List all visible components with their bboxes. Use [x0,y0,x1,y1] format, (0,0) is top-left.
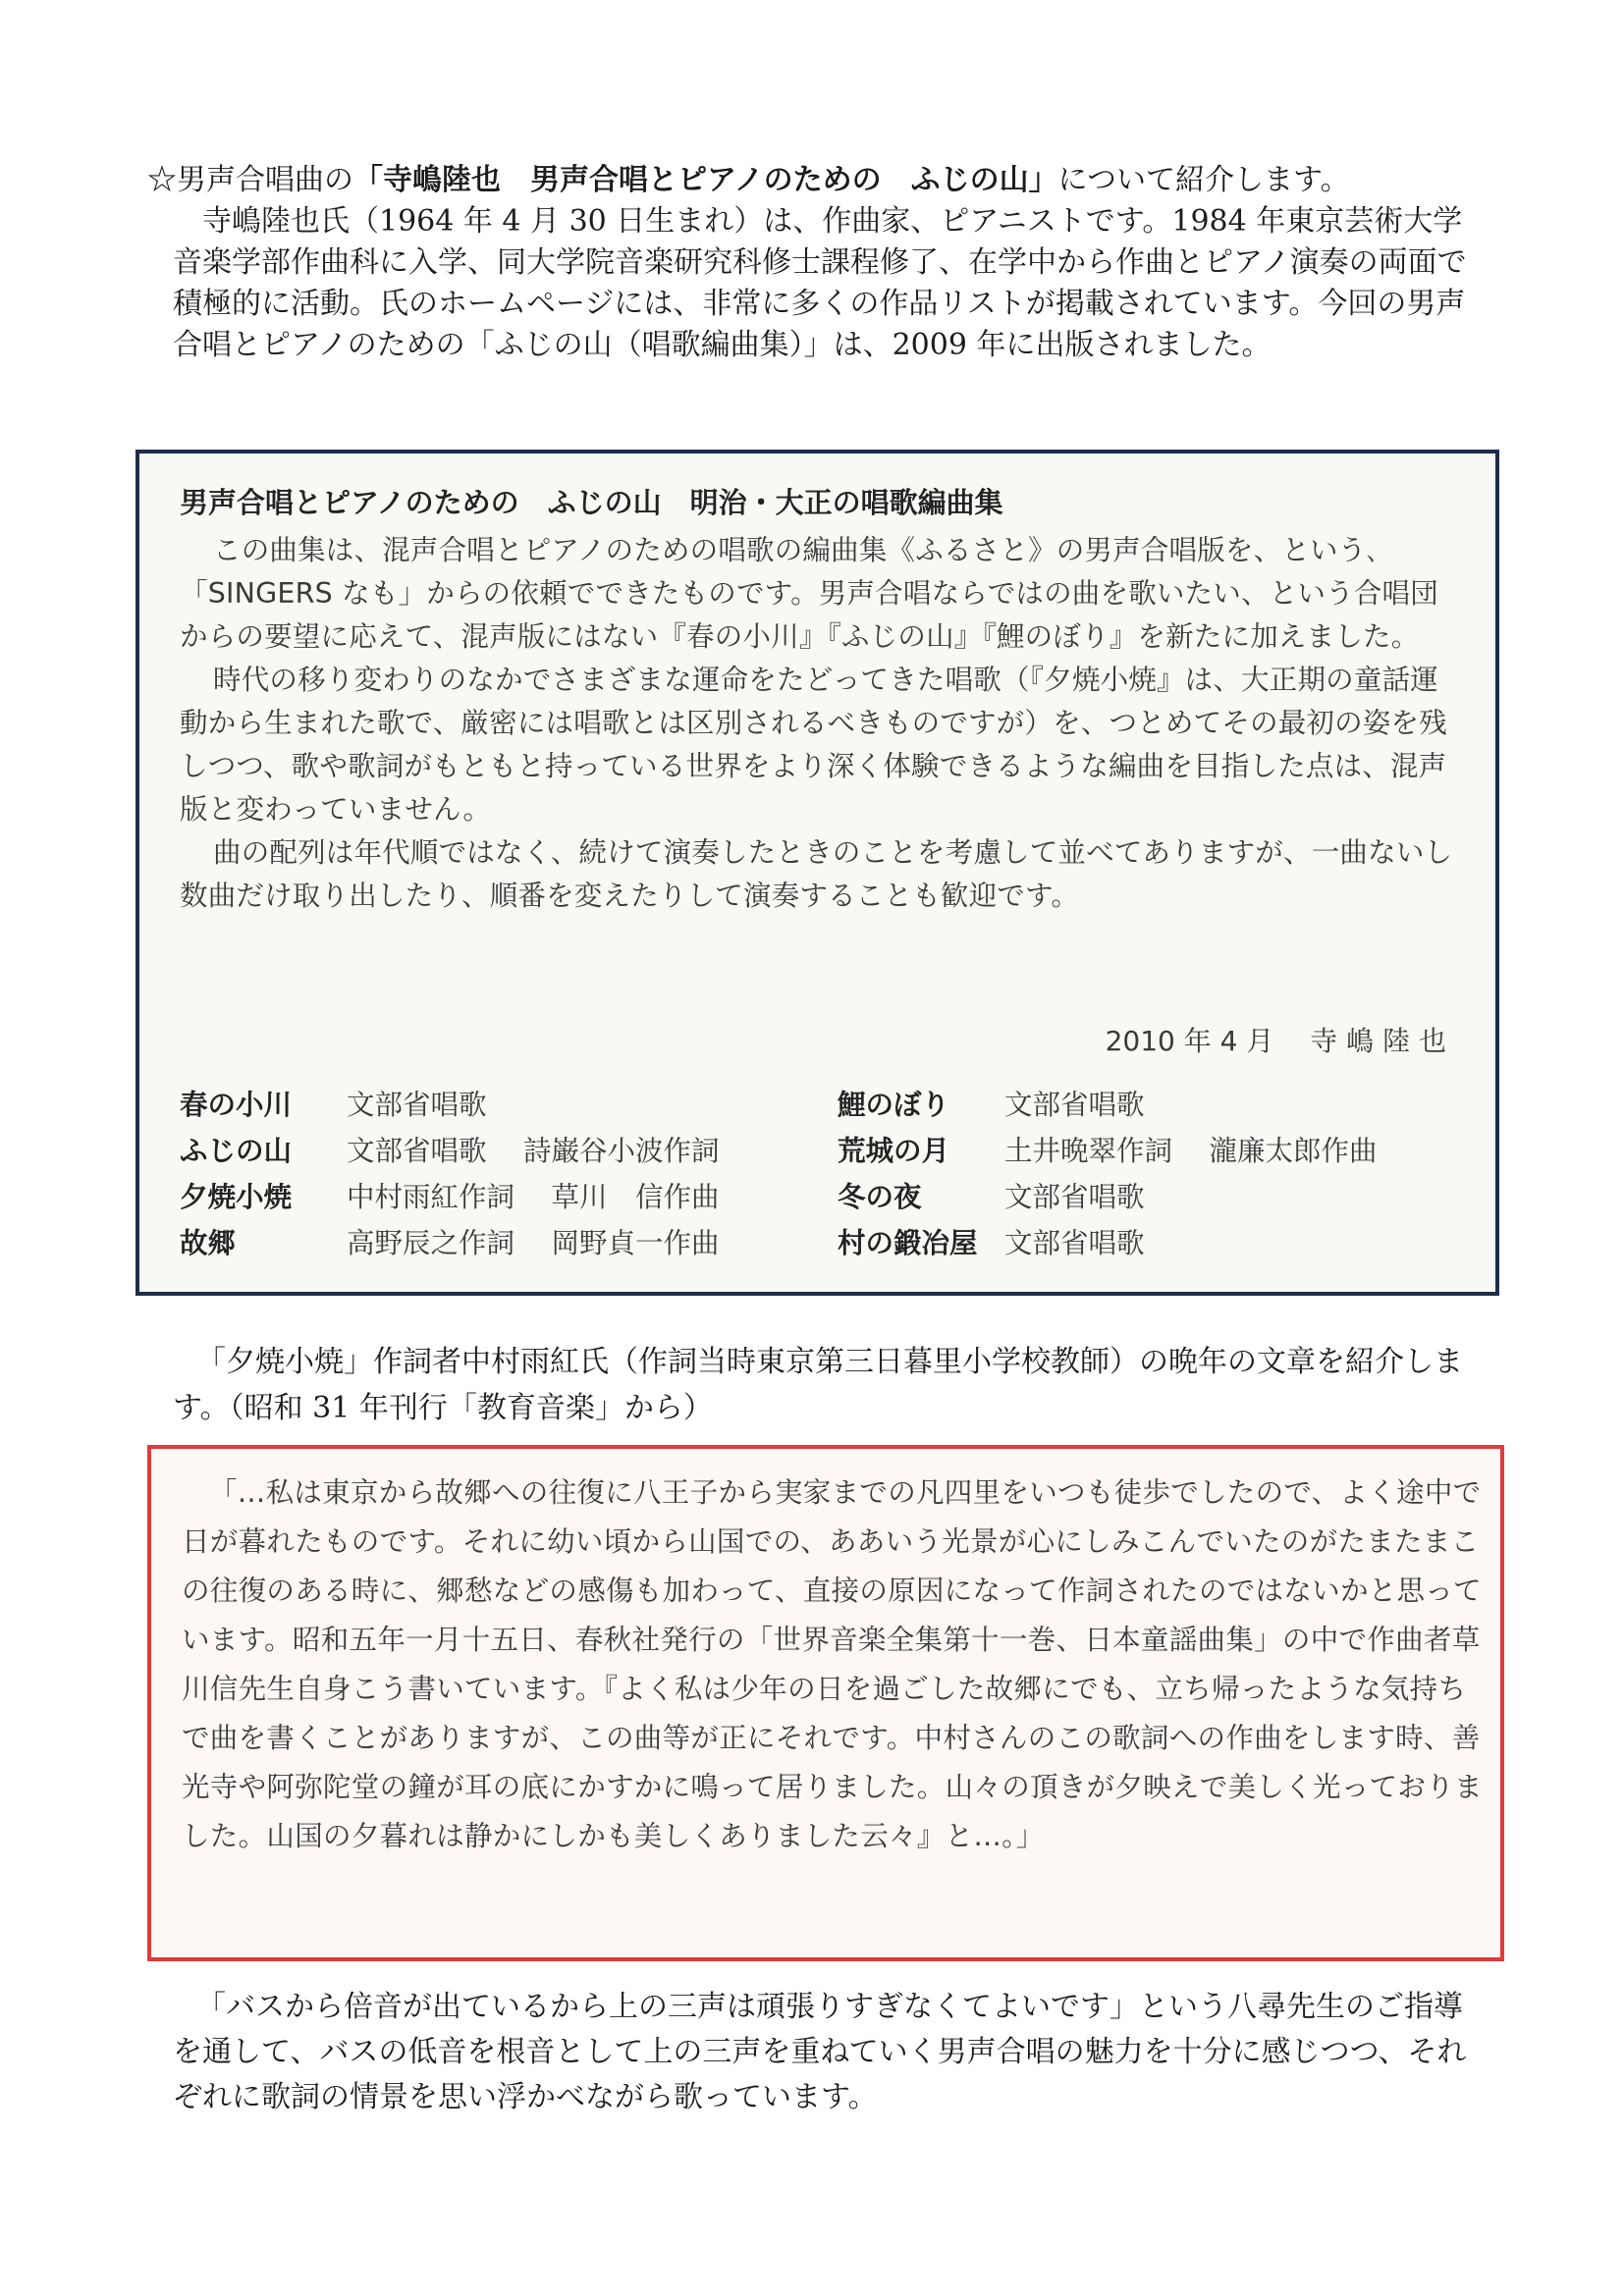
preface-title: 男声合唱とピアノのための ふじの山 明治・大正の唱歌編曲集 [180,486,1003,519]
mid-paragraph: 「夕焼小焼」作詞者中村雨紅氏（作詞当時東京第三日暮里小学校教師）の晩年の文章を紹介します。（昭和 31 年刊行「教育音楽」から） [173,1345,1463,1425]
outro-section [173,1985,1489,2120]
preface-signature: 2010 年 4 月 寺 嶋 陸 也 [1105,1025,1446,1057]
song-name: 故郷 [180,1227,237,1259]
quote-box [147,1445,1504,1961]
song-item [180,1174,720,1220]
intro-bold-title: 「寺嶋陸也 男声合唱とピアノのための ふじの山」 [353,163,1058,197]
intro-prefix: ☆男声合唱曲の [147,163,353,197]
song-info: 文部省唱歌 [1004,1089,1145,1121]
intro-paragraph: 寺嶋陸也氏（1964 年 4 月 30 日生まれ）は、作曲家、ピアニストです。1984 年東京芸術大学音楽学部作曲科に入学、同大学院音楽研究科修士課程修了、在学中から作曲とピアノ演奏の両面で積極的に活動。氏のホームページには、非常に多くの作品リストが掲載されています。今回の男声合唱とピアノのための「ふじの山（唱歌編曲集）」は、2009 年に出版されました。 [173,204,1467,362]
song-item [180,1082,487,1128]
preface-paragraph: 曲の配列は年代順ではなく、続けて演奏したときのことを考慮して並べてありますが、一曲ないし数曲だけ取り出したり、順番を変えたりして演奏することも歓迎です。 [180,836,1453,912]
song-item [838,1220,1145,1266]
song-name: 春の小川 [180,1089,293,1121]
quote-body [182,1468,1488,1861]
song-name: 荒城の月 [838,1135,950,1167]
mid-section [173,1339,1489,1431]
song-item [180,1220,720,1266]
song-info: 中村雨紅作詞 草川 信作曲 [347,1181,720,1213]
song-item [838,1082,1145,1128]
preface-paragraph: 時代の移り変わりのなかでさまざまな運命をたどってきた唱歌（『夕焼小焼』は、大正期の童話運動から生まれた歌で、厳密には唱歌とは区別されるべきものですが）を、つとめてその最初の姿を残しつつ、歌や歌詞がもともと持っている世界をより深く体験できるような編曲を目指した点は、混声版と変わっていません。 [180,664,1447,826]
song-name: 鯉のぼり [838,1089,950,1121]
song-item [180,1128,720,1174]
intro-suffix: について紹介します。 [1057,163,1350,197]
song-info: 文部省唱歌 [1004,1181,1145,1213]
preface-body [180,529,1456,918]
song-name: ふじの山 [180,1135,293,1167]
intro-section [147,160,1483,366]
song-info: 土井晩翠作詞 瀧廉太郎作曲 [1004,1135,1378,1167]
song-name: 冬の夜 [838,1181,922,1213]
song-item [838,1128,1378,1174]
song-info: 高野辰之作詞 岡野貞一作曲 [347,1227,720,1259]
quote-paragraph: 「…私は東京から故郷への往復に八王子から実家までの凡四里をいつも徒歩でしたので、よく途中で日が暮れたものです。それに幼い頃から山国での、ああいう光景が心にしみこんでいたのがたまたまこの往復のある時に、郷愁などの感傷も加わって、直接の原因になって作詞されたのではないかと思っています。昭和五年一月十五日、春秋社発行の「世界音楽全集第十一巻、日本童謡曲集」の中で作曲者草川信先生自身こう書いています。『よく私は少年の日を過ごした故郷にでも、立ち帰ったような気持ちで曲を書くことがありますが、この曲等が正にそれです。中村さんのこの歌詞への作曲をします時、善光寺や阿弥陀堂の鐘が耳の底にかすかに鳴って居りました。山々の頂きが夕映えで美しく光っておりました。山国の夕暮れは静かにしかも美しくありました云々』と…。」 [182,1476,1483,1852]
song-item [838,1174,1145,1220]
song-info: 文部省唱歌 [347,1089,487,1121]
preface-paragraph: この曲集は、混声合唱とピアノのための唱歌の編曲集《ふるさと》の男声合唱版を、という､「SINGERS なも」からの依頼でできたものです。男声合唱ならではの曲を歌いたい、という合唱団からの要望に応えて、混声版にはない『春の小川』『ふじの山』『鯉のぼり』を新たに加えました。 [180,534,1438,653]
song-info: 文部省唱歌 [1004,1227,1145,1259]
song-info: 文部省唱歌 詩巌谷小波作詞 [347,1135,720,1167]
song-name: 夕焼小焼 [180,1181,293,1213]
preface-box [135,450,1499,1296]
intro-heading [147,160,1483,201]
outro-paragraph: 「バスから倍音が出ているから上の三声は頑張りすぎなくてよいです」という八尋先生のご指導を通して、バスの低音を根音として上の三声を重ねていく男声合唱の魅力を十分に感じつつ、それぞれに歌詞の情景を思い浮かべながら歌っています。 [173,1990,1467,2114]
song-name: 村の鍛冶屋 [838,1227,978,1259]
